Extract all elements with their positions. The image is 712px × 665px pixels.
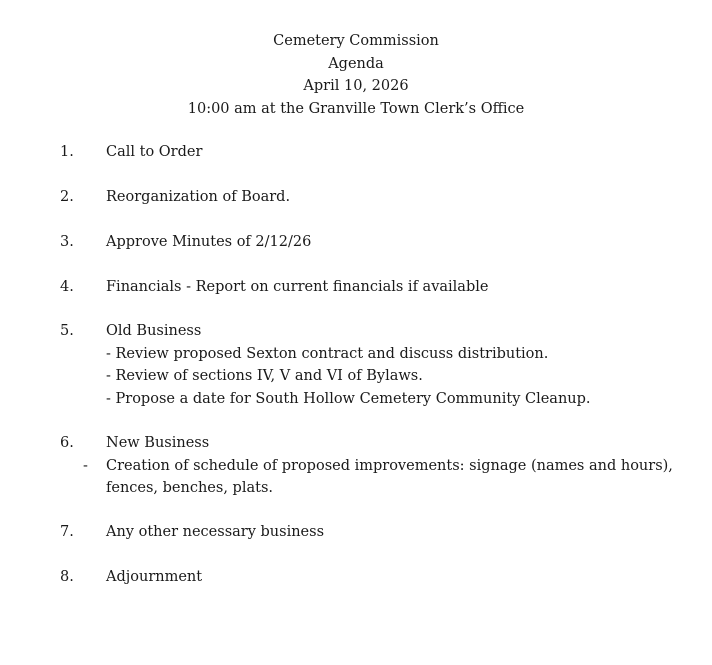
bullet-line: Creation of schedule of proposed improvements: signage (names and hours), bbox=[106, 457, 673, 474]
item-number: 2. bbox=[60, 189, 74, 205]
meeting-date: April 10, 2026 bbox=[303, 78, 409, 94]
item-label: Adjournment bbox=[106, 569, 203, 585]
item-label: New Business bbox=[106, 435, 210, 451]
item-number: 8. bbox=[60, 569, 74, 585]
item-label: Approve Minutes of 2/12/26 bbox=[106, 234, 312, 250]
item-number: 3. bbox=[60, 234, 74, 250]
item-number: 1. bbox=[60, 144, 74, 160]
item-number: 5. bbox=[60, 323, 74, 339]
item-label: Any other necessary business bbox=[106, 524, 325, 540]
item-number: 4. bbox=[60, 279, 74, 295]
item-number: 6. bbox=[60, 435, 74, 451]
sub-item: - Propose a date for South Hollow Cemetery Community Cleanup. bbox=[106, 390, 591, 407]
bullet-dash: - bbox=[83, 457, 88, 474]
sub-item: - Review proposed Sexton contract and discuss distribution. bbox=[106, 345, 549, 362]
item-label: Financials - Report on current financials if available bbox=[106, 279, 489, 295]
commission-title: Cemetery Commission bbox=[273, 33, 439, 49]
document-title: Agenda bbox=[328, 55, 384, 72]
bullet-line: fences, benches, plats. bbox=[106, 480, 273, 496]
item-label: Reorganization of Board. bbox=[106, 189, 291, 205]
agenda-header bbox=[0, 30, 712, 120]
item-label: Old Business bbox=[106, 323, 202, 339]
item-label: Call to Order bbox=[106, 144, 203, 160]
item-number: 7. bbox=[60, 524, 74, 540]
sub-item: - Review of sections IV, V and VI of Bylaws. bbox=[106, 368, 423, 384]
meeting-time-location: 10:00 am at the Granville Town Clerk’s Office bbox=[187, 100, 525, 117]
